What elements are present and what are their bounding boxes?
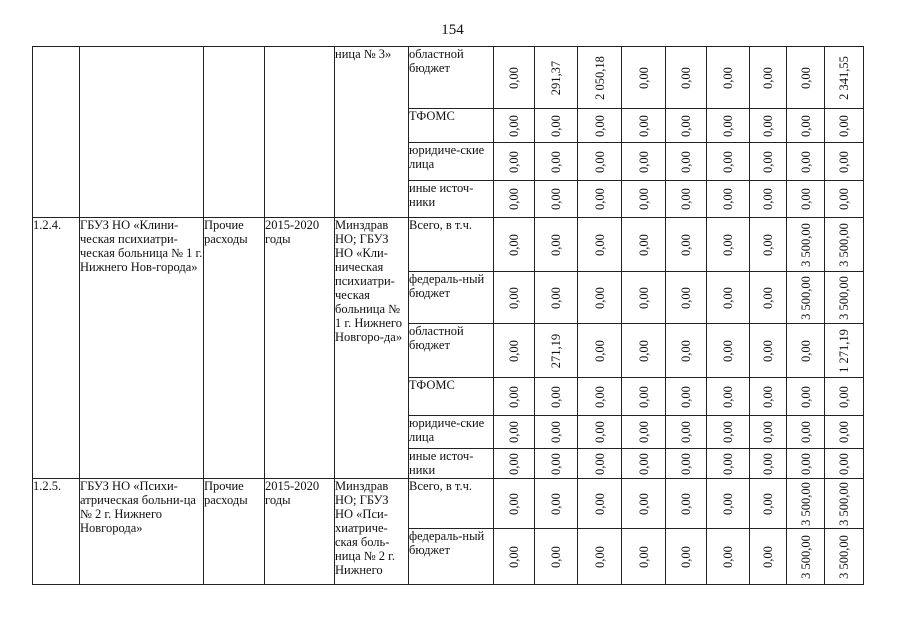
item-name: ГБУЗ НО «Психи-атрическая больни-ца № 2 г. Нижнего Новгорода» (80, 479, 204, 585)
amount-cell (750, 47, 787, 109)
amount-cell (578, 143, 622, 181)
item-code: 1.2.5. (33, 479, 80, 585)
amount-value: 2 050,18 (592, 55, 607, 100)
amount-value: 0,00 (798, 150, 813, 173)
amount-cell (535, 272, 578, 324)
amount-value: 0,00 (679, 385, 693, 408)
amount-value: 0,00 (761, 385, 775, 408)
amount-value: 0,00 (636, 114, 651, 137)
amount-cell (494, 479, 535, 529)
amount-cell (666, 143, 707, 181)
amount-cell (666, 218, 707, 272)
amount-value: 0,00 (679, 339, 693, 362)
amount-value: 0,00 (549, 188, 563, 210)
amount-cell (578, 416, 622, 449)
years (265, 47, 335, 218)
amount-cell (666, 47, 707, 109)
amount-value: 0,00 (507, 339, 521, 362)
amount-cell (707, 143, 750, 181)
amount-value: 0,00 (721, 492, 735, 515)
amount-cell (494, 416, 535, 449)
funding-source: иные источ-ники (409, 181, 494, 218)
amount-value: 3 500,00 (837, 481, 851, 526)
amount-value: 0,00 (679, 150, 693, 173)
amount-cell (825, 143, 864, 181)
amount-value: 0,00 (798, 188, 813, 210)
amount-value: 3 500,00 (798, 222, 813, 267)
amount-cell (666, 181, 707, 218)
amount-value: 0,00 (507, 114, 521, 137)
amount-value: 0,00 (679, 66, 693, 89)
amount-value: 0,00 (507, 492, 521, 515)
amount-value: 3 500,00 (837, 534, 851, 579)
amount-cell (578, 378, 622, 416)
amount-value: 0,00 (798, 339, 813, 362)
amount-value: 0,00 (549, 492, 563, 515)
amount-value: 0,00 (592, 545, 607, 568)
amount-value: 0,00 (798, 385, 813, 408)
amount-value: 0,00 (837, 452, 851, 475)
amount-value: 0,00 (549, 233, 563, 256)
amount-cell (825, 109, 864, 143)
amount-cell (622, 529, 666, 585)
amount-value: 0,00 (761, 421, 775, 443)
amount-value: 0,00 (761, 286, 775, 309)
amount-cell (787, 449, 825, 479)
item-name: ГБУЗ НО «Клини-ческая психиатри-ческая больница № 1 г. Нижнего Нов-города» (80, 218, 204, 479)
amount-value: 0,00 (549, 286, 563, 309)
amount-cell (578, 218, 622, 272)
amount-cell (535, 47, 578, 109)
amount-cell (494, 272, 535, 324)
amount-cell (666, 378, 707, 416)
amount-cell (825, 416, 864, 449)
amount-value: 0,00 (721, 421, 735, 443)
amount-value: 0,00 (761, 233, 775, 256)
amount-value: 0,00 (679, 286, 693, 309)
amount-cell (494, 378, 535, 416)
amount-value: 0,00 (592, 492, 607, 515)
table-row (33, 479, 864, 529)
amount-cell (825, 218, 864, 272)
amount-cell (707, 479, 750, 529)
amount-cell (578, 324, 622, 378)
funding-source: иные источ-ники (409, 449, 494, 479)
amount-cell (535, 449, 578, 479)
amount-cell (707, 416, 750, 449)
expense-type: Прочие расходы (204, 218, 265, 479)
amount-cell (825, 449, 864, 479)
amount-cell (622, 143, 666, 181)
amount-cell (622, 378, 666, 416)
funding-source: ТФОМС (409, 378, 494, 416)
amount-value: 0,00 (761, 545, 775, 568)
funding-source: ТФОМС (409, 109, 494, 143)
amount-cell (578, 47, 622, 109)
amount-value: 0,00 (837, 188, 851, 210)
amount-value: 0,00 (636, 421, 651, 443)
amount-cell (622, 181, 666, 218)
amount-value: 0,00 (679, 452, 693, 475)
amount-cell (622, 272, 666, 324)
executor: Минздрав НО; ГБУЗ НО «Пси-хиатриче-ская боль-ница № 2 г. Нижнего (335, 479, 409, 585)
amount-cell (787, 529, 825, 585)
item-name (80, 47, 204, 218)
amount-value: 0,00 (507, 188, 521, 210)
amount-cell (787, 47, 825, 109)
amount-cell (535, 479, 578, 529)
amount-value: 0,00 (636, 452, 651, 475)
amount-cell (578, 272, 622, 324)
amount-cell (622, 479, 666, 529)
amount-cell (750, 479, 787, 529)
funding-source: Всего, в т.ч. (409, 479, 494, 529)
amount-value: 0,00 (592, 233, 607, 256)
amount-value: 0,00 (761, 452, 775, 475)
amount-cell (750, 181, 787, 218)
amount-value: 2 341,55 (837, 55, 851, 100)
amount-value: 0,00 (592, 385, 607, 408)
amount-cell (535, 218, 578, 272)
amount-value: 0,00 (761, 188, 775, 210)
amount-cell (825, 378, 864, 416)
amount-value: 0,00 (592, 114, 607, 137)
budget-table (32, 46, 864, 585)
amount-value: 0,00 (761, 150, 775, 173)
table-row (33, 47, 864, 109)
amount-cell (578, 479, 622, 529)
amount-value: 0,00 (549, 150, 563, 173)
funding-source: юридиче-ские лица (409, 416, 494, 449)
amount-value: 0,00 (636, 492, 651, 515)
table-body (33, 47, 864, 585)
years: 2015-2020 годы (265, 479, 335, 585)
amount-value: 0,00 (761, 114, 775, 137)
amount-value: 0,00 (721, 66, 735, 89)
amount-value: 0,00 (549, 421, 563, 443)
amount-value: 0,00 (837, 385, 851, 408)
amount-value: 0,00 (798, 114, 813, 137)
amount-cell (535, 181, 578, 218)
amount-value: 0,00 (507, 66, 521, 89)
expense-type (204, 47, 265, 218)
amount-cell (578, 181, 622, 218)
amount-cell (578, 449, 622, 479)
executor: ница № 3» (335, 47, 409, 218)
amount-value: 0,00 (679, 421, 693, 443)
amount-value: 0,00 (761, 66, 775, 89)
amount-cell (578, 529, 622, 585)
amount-value: 0,00 (721, 188, 735, 210)
amount-cell (494, 218, 535, 272)
funding-source: областной бюджет (409, 47, 494, 109)
amount-cell (535, 378, 578, 416)
amount-value: 0,00 (679, 188, 693, 210)
amount-value: 0,00 (507, 286, 521, 309)
amount-cell (707, 378, 750, 416)
amount-cell (750, 378, 787, 416)
amount-value: 1 271,19 (837, 328, 851, 373)
amount-cell (707, 181, 750, 218)
amount-cell (825, 324, 864, 378)
amount-cell (825, 47, 864, 109)
amount-value: 0,00 (837, 421, 851, 443)
amount-cell (787, 416, 825, 449)
amount-value: 0,00 (636, 233, 651, 256)
amount-cell (787, 272, 825, 324)
amount-cell (750, 416, 787, 449)
amount-cell (622, 324, 666, 378)
amount-value: 0,00 (636, 385, 651, 408)
amount-value: 0,00 (721, 233, 735, 256)
funding-source: Всего, в т.ч. (409, 218, 494, 272)
amount-cell (535, 529, 578, 585)
amount-cell (494, 449, 535, 479)
amount-cell (707, 47, 750, 109)
amount-cell (787, 378, 825, 416)
years: 2015-2020 годы (265, 218, 335, 479)
table-row (33, 218, 864, 272)
amount-value: 0,00 (798, 452, 813, 475)
amount-value: 0,00 (592, 286, 607, 309)
amount-value: 0,00 (721, 385, 735, 408)
amount-cell (666, 324, 707, 378)
amount-cell (787, 218, 825, 272)
amount-cell (535, 416, 578, 449)
amount-value: 0,00 (636, 339, 651, 362)
funding-source: федераль-ный бюджет (409, 272, 494, 324)
amount-value: 0,00 (798, 421, 813, 443)
amount-cell (787, 143, 825, 181)
amount-value: 0,00 (679, 492, 693, 515)
amount-cell (622, 449, 666, 479)
amount-cell (825, 529, 864, 585)
amount-value: 0,00 (636, 545, 651, 568)
amount-value: 0,00 (636, 188, 651, 210)
amount-cell (666, 416, 707, 449)
amount-cell (707, 109, 750, 143)
amount-cell (622, 47, 666, 109)
page-number: 154 (441, 22, 464, 38)
amount-value: 0,00 (636, 66, 651, 89)
amount-cell (535, 324, 578, 378)
amount-value: 0,00 (636, 286, 651, 309)
amount-cell (787, 324, 825, 378)
amount-cell (750, 218, 787, 272)
amount-cell (666, 449, 707, 479)
amount-cell (787, 181, 825, 218)
item-code: 1.2.4. (33, 218, 80, 479)
amount-value: 0,00 (798, 66, 813, 89)
amount-value: 0,00 (507, 545, 521, 568)
amount-value: 3 500,00 (837, 222, 851, 267)
amount-value: 0,00 (837, 114, 851, 137)
amount-value: 0,00 (592, 452, 607, 475)
amount-cell (707, 324, 750, 378)
amount-value: 291,37 (549, 60, 563, 95)
amount-cell (750, 449, 787, 479)
amount-cell (622, 218, 666, 272)
amount-cell (494, 47, 535, 109)
amount-cell (494, 143, 535, 181)
amount-value: 0,00 (592, 150, 607, 173)
amount-value: 0,00 (721, 452, 735, 475)
amount-cell (825, 479, 864, 529)
amount-value: 0,00 (679, 545, 693, 568)
amount-value: 0,00 (549, 545, 563, 568)
amount-cell (707, 529, 750, 585)
amount-cell (825, 181, 864, 218)
amount-value: 0,00 (679, 233, 693, 256)
amount-value: 3 500,00 (837, 275, 851, 320)
amount-value: 0,00 (721, 339, 735, 362)
amount-cell (494, 181, 535, 218)
amount-value: 0,00 (679, 114, 693, 137)
amount-value: 0,00 (507, 150, 521, 173)
amount-cell (750, 109, 787, 143)
amount-cell (750, 143, 787, 181)
amount-cell (494, 529, 535, 585)
amount-value: 3 500,00 (798, 481, 813, 526)
amount-value: 0,00 (549, 452, 563, 475)
amount-value: 0,00 (721, 150, 735, 173)
amount-value: 0,00 (592, 339, 607, 362)
funding-source: юридиче-ские лица (409, 143, 494, 181)
amount-cell (707, 449, 750, 479)
amount-cell (622, 109, 666, 143)
amount-value: 0,00 (507, 421, 521, 443)
amount-value: 0,00 (721, 545, 735, 568)
amount-cell (787, 109, 825, 143)
amount-cell (535, 109, 578, 143)
amount-cell (707, 218, 750, 272)
amount-cell (578, 109, 622, 143)
amount-value: 3 500,00 (798, 275, 813, 320)
amount-value: 0,00 (761, 492, 775, 515)
amount-cell (707, 272, 750, 324)
funding-source: федераль-ный бюджет (409, 529, 494, 585)
amount-value: 0,00 (549, 385, 563, 408)
amount-value: 0,00 (592, 421, 607, 443)
amount-value: 0,00 (721, 114, 735, 137)
amount-cell (494, 109, 535, 143)
executor: Минздрав НО; ГБУЗ НО «Кли-ническая психиатри-ческая больница № 1 г. Нижнего Новгоро-да» (335, 218, 409, 479)
item-code (33, 47, 80, 218)
expense-type: Прочие расходы (204, 479, 265, 585)
amount-cell (825, 272, 864, 324)
amount-cell (535, 143, 578, 181)
amount-value: 271,19 (549, 333, 563, 368)
amount-cell (622, 416, 666, 449)
amount-cell (666, 109, 707, 143)
amount-cell (666, 529, 707, 585)
amount-value: 0,00 (507, 385, 521, 408)
amount-cell (750, 529, 787, 585)
amount-cell (666, 479, 707, 529)
amount-value: 0,00 (507, 233, 521, 256)
amount-cell (494, 324, 535, 378)
amount-value: 0,00 (592, 188, 607, 210)
amount-cell (750, 324, 787, 378)
amount-cell (787, 479, 825, 529)
amount-value: 0,00 (636, 150, 651, 173)
amount-value: 0,00 (507, 452, 521, 475)
amount-value: 0,00 (837, 150, 851, 173)
amount-value: 0,00 (549, 114, 563, 137)
amount-cell (750, 272, 787, 324)
funding-source: областной бюджет (409, 324, 494, 378)
amount-cell (666, 272, 707, 324)
amount-value: 3 500,00 (798, 534, 813, 579)
amount-value: 0,00 (761, 339, 775, 362)
amount-value: 0,00 (721, 286, 735, 309)
